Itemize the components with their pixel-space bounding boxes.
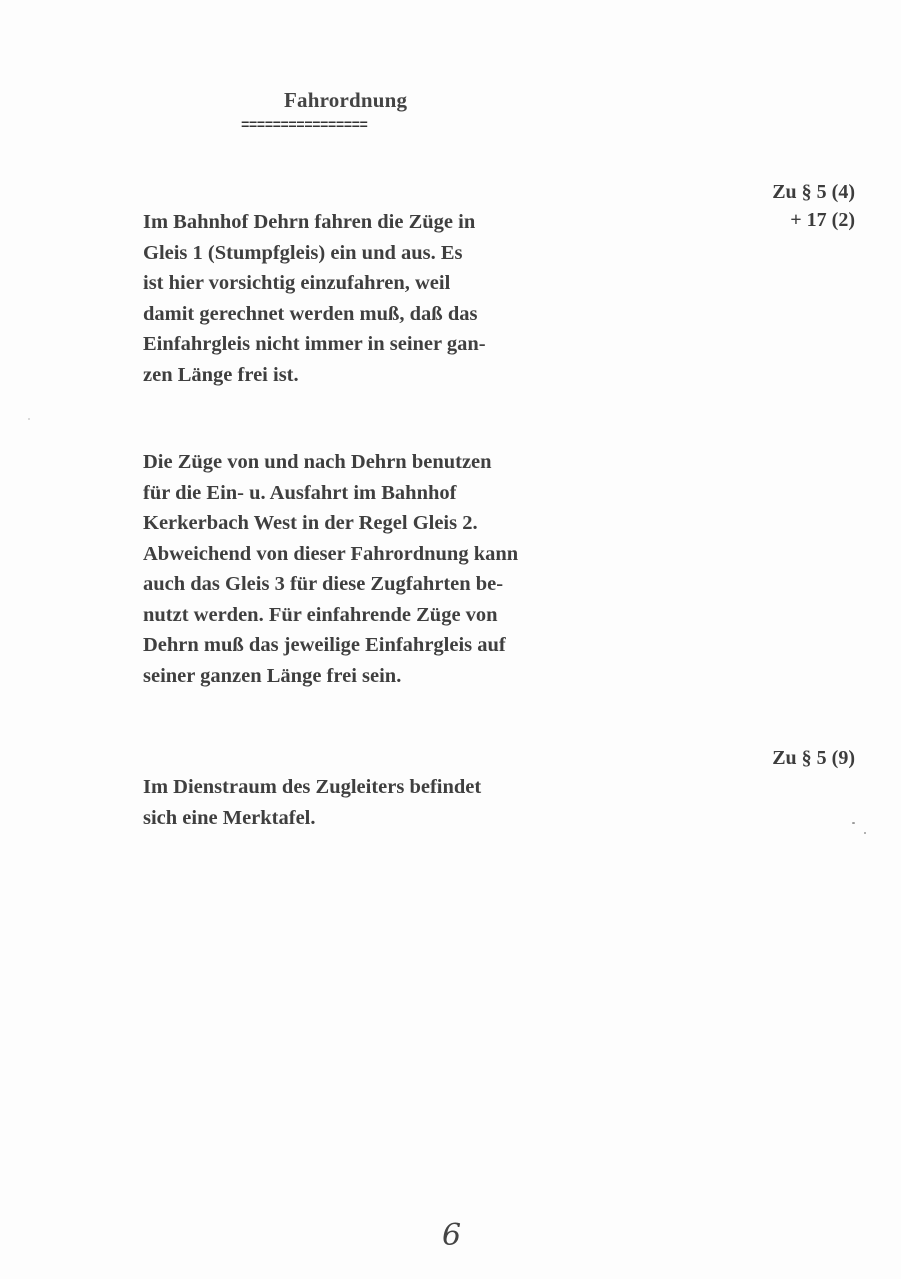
paragraph-line: Gleis 1 (Stumpfgleis) ein und aus. Es xyxy=(143,241,463,264)
paragraph-line: Dehrn muß das jeweilige Einfahrgleis auf xyxy=(143,634,506,656)
paragraph-line: nutzt werden. Für einfahrende Züge von xyxy=(143,603,498,626)
paragraph-line: damit gerechnet werden muß, daß das xyxy=(143,302,478,325)
paragraph-line: sich eine Merktafel. xyxy=(143,806,316,829)
paragraph-2 xyxy=(143,447,518,691)
paragraph-line: ist hier vorsichtig einzufahren, weil xyxy=(143,272,451,294)
paragraph-line: seiner ganzen Länge frei sein. xyxy=(143,664,402,687)
page-number: 6 xyxy=(442,1218,462,1253)
paragraph-line: Die Züge von und nach Dehrn benutzen xyxy=(143,451,492,473)
paragraph-1 xyxy=(143,207,486,390)
margin-note-line: Zu § 5 (9) xyxy=(772,747,855,769)
margin-note-2 xyxy=(772,744,855,772)
paragraph-line: Kerkerbach West in der Regel Gleis 2. xyxy=(143,512,478,534)
paragraph-line: auch das Gleis 3 für diese Zugfahrten be- xyxy=(143,573,504,595)
document-title: Fahrordnung xyxy=(284,88,408,112)
scan-speck xyxy=(28,418,30,420)
paragraph-line: Im Dienstraum des Zugleiters befindet xyxy=(143,776,482,798)
paragraph-line: Einfahrgleis nicht immer in seiner gan- xyxy=(143,333,486,355)
scan-speck xyxy=(864,832,866,834)
margin-note-1 xyxy=(772,178,855,234)
margin-note-line: Zu § 5 (4) xyxy=(772,181,855,203)
paragraph-line: für die Ein- u. Ausfahrt im Bahnhof xyxy=(143,481,457,504)
margin-note-line: + 17 (2) xyxy=(790,209,855,231)
scan-speck xyxy=(852,822,855,824)
paragraph-line: Im Bahnhof Dehrn fahren die Züge in xyxy=(143,211,476,233)
paragraph-3 xyxy=(143,772,481,833)
title-underline: ================ xyxy=(241,118,368,134)
paragraph-line: zen Länge frei ist. xyxy=(143,363,299,386)
paragraph-line: Abweichend von dieser Fahrordnung kann xyxy=(143,542,519,565)
